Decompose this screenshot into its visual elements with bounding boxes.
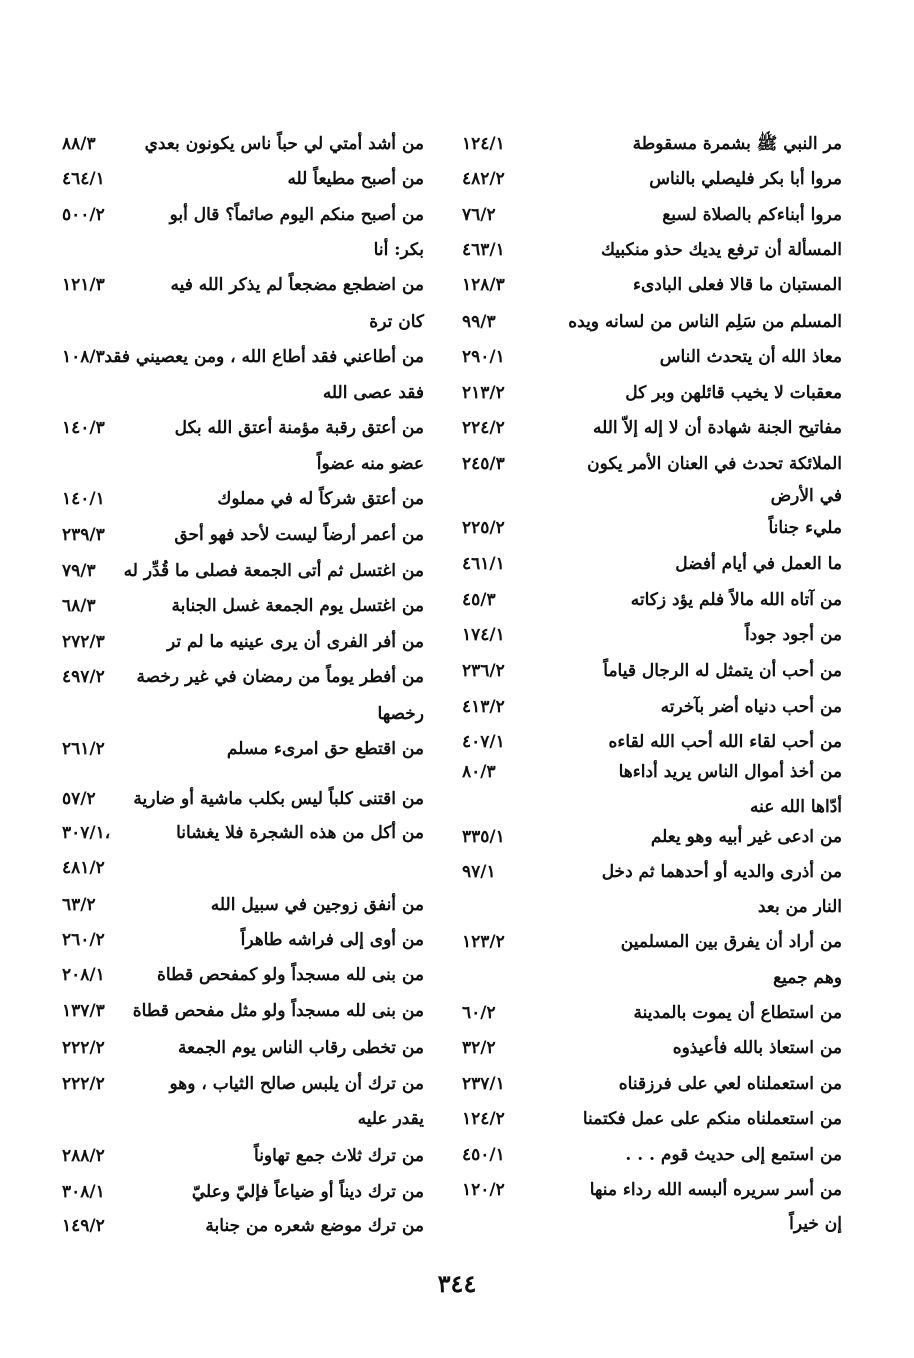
entry-reference: ٤٦٤/١ bbox=[62, 169, 105, 189]
index-entry bbox=[462, 310, 842, 340]
index-entry bbox=[462, 930, 842, 960]
entry-text: من ترك ديناً أو ضياعاً فإليّ وعليّ bbox=[191, 1182, 424, 1202]
entry-reference: ٥٧/٢ bbox=[62, 789, 96, 809]
index-entry bbox=[462, 825, 842, 855]
entry-reference: ٢١٣/٢ bbox=[462, 383, 505, 403]
entry-reference: ١٧٤/١ bbox=[462, 625, 505, 645]
entry-reference: ٩٧/١ bbox=[462, 862, 496, 882]
entry-text: إن خيراً bbox=[789, 1214, 842, 1234]
index-entry bbox=[62, 487, 424, 517]
index-entry bbox=[62, 345, 424, 375]
index-entry bbox=[62, 132, 424, 162]
entry-text: بكر: أنا bbox=[373, 240, 424, 260]
index-entry bbox=[462, 273, 842, 303]
entry-text: مروا أبا بكر فليصلي بالناس bbox=[649, 169, 842, 189]
entry-text: من ترك موضع شعره من جنابة bbox=[205, 1216, 424, 1236]
index-entry bbox=[62, 594, 424, 624]
entry-text: من ترك أن يلبس صالح الثياب ، وهو bbox=[169, 1074, 424, 1094]
index-entry bbox=[462, 1143, 842, 1173]
entry-text: من أراد أن يفرق بين المسلمين bbox=[620, 932, 842, 952]
index-entry bbox=[462, 895, 842, 925]
entry-reference: ٣٢/٢ bbox=[462, 1038, 496, 1058]
entry-reference: ١٤٠/١ bbox=[62, 489, 105, 509]
entry-reference: ٦٨/٣ bbox=[62, 596, 96, 616]
index-entry bbox=[462, 516, 842, 546]
entry-reference: ١٣٧/٣ bbox=[62, 1001, 105, 1021]
index-entry bbox=[462, 345, 842, 375]
index-entry bbox=[462, 167, 842, 197]
entry-text: من أشد أمتي لي حباً ناس يكونون بعدي bbox=[144, 134, 424, 154]
entry-text: من أحب أن يتمثل له الرجال قياماً bbox=[603, 661, 842, 681]
entry-text: مر النبي ﷺ بشمرة مسقوطة bbox=[632, 134, 842, 154]
index-entry bbox=[62, 416, 424, 446]
index-entry bbox=[62, 167, 424, 197]
index-entry bbox=[462, 203, 842, 233]
entry-reference: ٣٠٧/١، bbox=[62, 823, 111, 843]
entry-reference: ٨٨/٣ bbox=[62, 134, 96, 154]
index-entry bbox=[62, 273, 424, 303]
index-entry bbox=[462, 730, 842, 760]
index-entry bbox=[62, 310, 424, 340]
index-entry bbox=[462, 484, 842, 514]
entry-text: كان ترة bbox=[369, 312, 424, 332]
entry-reference: ٥٠٠/٢ bbox=[62, 205, 105, 225]
entry-text: من أعمر أرضاً ليست لأحد فهو أحق bbox=[174, 525, 424, 545]
entry-reference: ٤٥٠/١ bbox=[462, 1145, 505, 1165]
entry-text: من أصبح مطيعاً لله bbox=[287, 169, 424, 189]
entry-text: من تخطى رقاب الناس يوم الجمعة bbox=[177, 1038, 424, 1058]
entry-text: من أكل من هذه الشجرة فلا يغشانا bbox=[176, 823, 424, 843]
index-entry bbox=[62, 928, 424, 958]
entry-reference: ٤١٣/٢ bbox=[462, 697, 505, 717]
entry-text: عضو منه عضواً bbox=[316, 454, 424, 474]
entry-text: من استعملناه منكم على عمل فكتمنا bbox=[582, 1109, 842, 1129]
entry-reference: ٨٠/٣ bbox=[462, 762, 496, 782]
entry-text: ما العمل في أيام أفضل bbox=[675, 554, 842, 574]
entry-reference: ٦٠/٢ bbox=[462, 1003, 496, 1023]
index-entry bbox=[62, 893, 424, 923]
index-entry bbox=[462, 416, 842, 446]
index-entry bbox=[462, 452, 842, 482]
entry-reference: ٢٦١/٢ bbox=[62, 739, 105, 759]
entry-reference: ٢٢٤/٢ bbox=[462, 418, 505, 438]
index-entry bbox=[462, 860, 842, 890]
index-entry bbox=[62, 1072, 424, 1102]
entry-text: من أفطر يوماً من رمضان في غير رخصة bbox=[136, 667, 424, 687]
entry-reference: ٤٨١/٢ bbox=[62, 858, 105, 878]
entry-reference: ٢٢٢/٢ bbox=[62, 1074, 105, 1094]
entry-text: من أوى إلى فراشه طاهراً bbox=[240, 930, 424, 950]
index-entry bbox=[462, 659, 842, 689]
entry-reference: ٢٣٦/٢ bbox=[462, 661, 505, 681]
entry-reference: ٤٨٢/٢ bbox=[462, 169, 505, 189]
entry-text: من اغتسل ثم أتى الجمعة فصلى ما قُدِّر له bbox=[123, 561, 424, 581]
entry-text: من أعتق رقبة مؤمنة أعتق الله بكل bbox=[174, 418, 424, 438]
index-entry bbox=[62, 821, 424, 851]
entry-text: النار من بعد bbox=[757, 897, 842, 917]
index-entry bbox=[62, 1214, 424, 1244]
entry-reference: ٧٦/٢ bbox=[462, 205, 496, 225]
entry-text: وهم جميع bbox=[773, 968, 842, 988]
page-number: ٣٤٤ bbox=[437, 1269, 477, 1298]
entry-reference: ٤٦٣/١ bbox=[462, 240, 505, 260]
entry-reference: ٢٦٠/٢ bbox=[62, 930, 105, 950]
entry-text: من أحب دنياه أضر بآخرته bbox=[660, 697, 842, 717]
index-entry bbox=[62, 1144, 424, 1174]
entry-reference: ٢٨٨/٢ bbox=[62, 1146, 105, 1166]
entry-text: من اقتنى كلباً ليس بكلب ماشية أو ضارية bbox=[133, 789, 424, 809]
index-entry bbox=[462, 1178, 842, 1208]
entry-reference: ٤٩٧/٢ bbox=[62, 667, 105, 687]
index-entry bbox=[462, 1036, 842, 1066]
entry-text: من استعاذ بالله فأعيذوه bbox=[672, 1038, 842, 1058]
entry-text: من أسر سريره ألبسه الله رداء منها bbox=[589, 1180, 842, 1200]
entry-reference: ٢٣٩/٣ bbox=[62, 525, 105, 545]
entry-text: من اغتسل يوم الجمعة غسل الجنابة bbox=[171, 596, 424, 616]
entry-text: رخصها bbox=[377, 704, 424, 724]
entry-reference: ١٤٩/٢ bbox=[62, 1216, 105, 1236]
entry-reference: ١٤٠/٣ bbox=[62, 418, 105, 438]
entry-text: من أجود جوداً bbox=[744, 625, 842, 645]
index-entry bbox=[462, 381, 842, 411]
entry-reference: ١٢٤/١ bbox=[462, 134, 505, 154]
index-entry bbox=[462, 1107, 842, 1137]
entry-reference: ١٢٠/٢ bbox=[462, 1180, 505, 1200]
entry-text: من أخذ أموال الناس يريد أداءها bbox=[618, 762, 842, 782]
entry-text: من أعتق شركاً له في مملوك bbox=[217, 489, 424, 509]
entry-reference: ٢٢٢/٢ bbox=[62, 1038, 105, 1058]
entry-reference: ٦٣/٢ bbox=[62, 895, 96, 915]
entry-reference: ٣٣٥/١ bbox=[462, 827, 505, 847]
entry-text: من أصبح منكم اليوم صائماً؟ قال أبو bbox=[169, 205, 424, 225]
index-entry bbox=[62, 787, 424, 817]
entry-text: من اضطجع مضجعاً لم يذكر الله فيه bbox=[170, 275, 424, 295]
entry-reference: ٢٤٥/٣ bbox=[462, 454, 505, 474]
entry-text: من استمع إلى حديث قوم . . . bbox=[625, 1145, 842, 1165]
entry-text: من ترك ثلاث جمع تهاوناً bbox=[254, 1146, 424, 1166]
entry-text: من استطاع أن يموت بالمدينة bbox=[633, 1003, 842, 1023]
entry-reference: ٩٩/٣ bbox=[462, 312, 496, 332]
entry-reference: ٧٩/٣ bbox=[62, 561, 96, 581]
entry-reference: ٣٠٨/١ bbox=[62, 1182, 105, 1202]
entry-text: من أحب لقاء الله أحب الله لقاءه bbox=[608, 732, 842, 752]
index-entry bbox=[462, 1212, 842, 1242]
index-entry bbox=[462, 588, 842, 618]
entry-text: مروا أبناءكم بالصلاة لسبع bbox=[662, 205, 842, 225]
entry-text: يقدر عليه bbox=[357, 1109, 424, 1129]
index-entry bbox=[62, 1180, 424, 1210]
index-entry bbox=[462, 132, 842, 162]
index-entry bbox=[462, 623, 842, 653]
index-entry bbox=[462, 760, 842, 790]
entry-reference: ٤٥/٣ bbox=[462, 590, 496, 610]
entry-text: المسألة أن ترفع يديك حذو منكبيك bbox=[600, 240, 842, 260]
index-entry bbox=[62, 203, 424, 233]
entry-text: فقد عصى الله bbox=[322, 383, 424, 403]
entry-text: المسلم من سَلِم الناس من لسانه ويده bbox=[568, 312, 842, 332]
entry-text: من أذرى والديه أو أحدهما ثم دخل bbox=[601, 862, 842, 882]
entry-text: مفاتيح الجنة شهادة أن لا إله إلاّ الله bbox=[593, 418, 842, 438]
entry-reference: ١٢٤/٢ bbox=[462, 1109, 505, 1129]
entry-text: من أفر الفرى أن يرى عينيه ما لم تر bbox=[167, 632, 424, 652]
entry-text: من بنى لله مسجداً ولو مثل مفحص قطاة bbox=[132, 1001, 424, 1021]
entry-reference: ٢٠٨/١ bbox=[62, 965, 105, 985]
entry-text: معقبات لا يخيب قائلهن وبر كل bbox=[625, 383, 842, 403]
entry-reference: ٢٢٥/٢ bbox=[462, 518, 505, 538]
index-entry bbox=[462, 1072, 842, 1102]
entry-reference: ٤٦١/١ bbox=[462, 554, 505, 574]
entry-text: المستبان ما قالا فعلى البادىء bbox=[633, 275, 842, 295]
index-entry bbox=[62, 737, 424, 767]
entry-text: من ادعى غير أبيه وهو يعلم bbox=[650, 827, 842, 847]
entry-text: معاذ الله أن يتحدث الناس bbox=[659, 347, 842, 367]
entry-text: الملائكة تحدث في العنان الأمر يكون bbox=[587, 454, 842, 474]
index-entry bbox=[462, 695, 842, 725]
entry-reference: ٢٩٠/١ bbox=[462, 347, 505, 367]
entry-text: من استعملناه لعي على فرزقناه bbox=[618, 1074, 842, 1094]
entry-reference: ١٢٨/٣ bbox=[462, 275, 505, 295]
index-entry bbox=[62, 630, 424, 660]
index-entry bbox=[62, 381, 424, 411]
entry-text: من أنفق زوجين في سبيل الله bbox=[210, 895, 424, 915]
index-entry bbox=[62, 963, 424, 993]
index-entry bbox=[62, 1036, 424, 1066]
index-entry bbox=[62, 999, 424, 1029]
entry-reference: ١٢١/٣ bbox=[62, 275, 105, 295]
entry-reference: ١٠٨/٣ bbox=[62, 347, 105, 367]
index-entry bbox=[462, 238, 842, 268]
index-entry bbox=[462, 795, 842, 825]
entry-reference: ٢٧٢/٣ bbox=[62, 632, 105, 652]
entry-text: من آتاه الله مالاً فلم يؤد زكاته bbox=[630, 590, 842, 610]
index-entry bbox=[462, 966, 842, 996]
entry-text: من بنى لله مسجداً ولو كمفحص قطاة bbox=[156, 965, 424, 985]
entry-text: أدّاها الله عنه bbox=[749, 797, 842, 817]
index-entry bbox=[62, 1107, 424, 1137]
entry-text: في الأرض bbox=[770, 486, 842, 506]
entry-reference: ١٢٣/٢ bbox=[462, 932, 505, 952]
entry-reference: ٢٣٧/١ bbox=[462, 1074, 505, 1094]
entry-text: مليء جناناً bbox=[768, 518, 842, 538]
index-entry bbox=[62, 559, 424, 589]
entry-text: من اقتطع حق امرىء مسلم bbox=[226, 739, 424, 759]
entry-reference: ٤٠٧/١ bbox=[462, 732, 505, 752]
index-entry bbox=[462, 552, 842, 582]
index-entry bbox=[462, 1001, 842, 1031]
index-entry bbox=[62, 523, 424, 553]
index-entry bbox=[62, 238, 424, 268]
index-entry bbox=[62, 856, 424, 886]
index-entry bbox=[62, 665, 424, 695]
entry-text: من أطاعني فقد أطاع الله ، ومن يعصيني فقد bbox=[104, 347, 424, 367]
index-entry bbox=[62, 702, 424, 732]
index-entry bbox=[62, 452, 424, 482]
